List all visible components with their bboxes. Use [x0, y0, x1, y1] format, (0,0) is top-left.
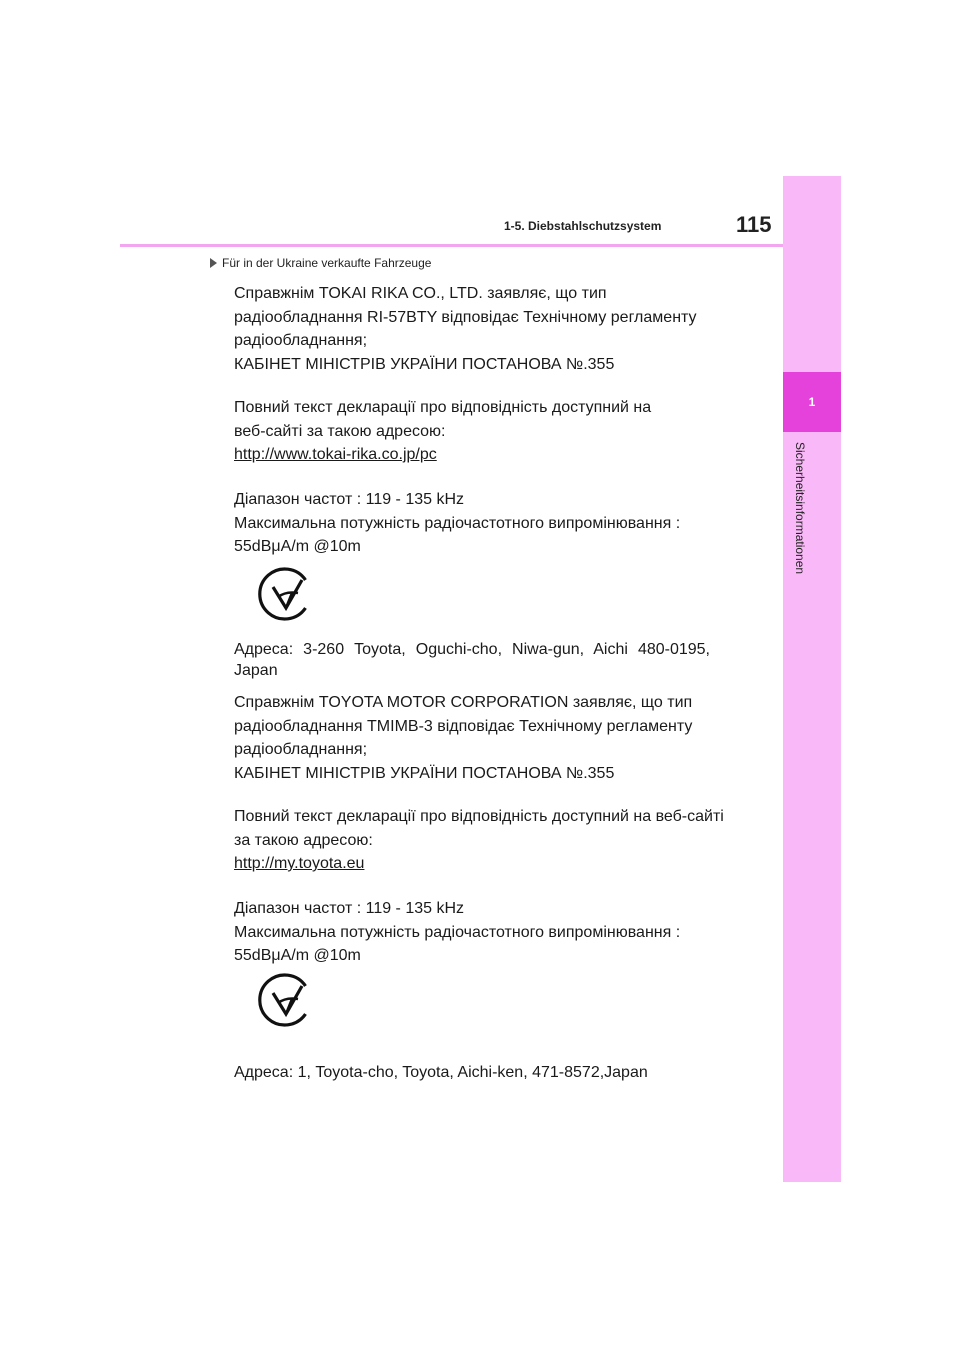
frequency-range: Діапазон частот : 119 - 135 kHz [234, 900, 465, 917]
max-power-label: Максимальна потужність радіочастотного випромінювання : [234, 514, 681, 532]
notice-line: Повний текст декларації про відповідність доступний на веб-сайті [234, 808, 724, 825]
max-power-label: Максимальна потужність радіочастотного випромінювання : [234, 923, 681, 941]
subheading [210, 256, 431, 270]
chapter-number: 1 [783, 372, 841, 432]
declaration-line: радіообладнання RI-57BTY відповідає Технічному регламенту [234, 308, 697, 326]
declaration-1 [234, 282, 734, 376]
declaration-line: радіообладнання; [234, 741, 368, 758]
declaration-line: радіообладнання; [234, 332, 368, 349]
declaration-line: Справжнім TOKAI RIKA CO., LTD. заявляє, що тип [234, 285, 607, 302]
manufacturer-address-1: Адреса: 3-260 Toyota, Oguchi-cho, Niwa-gun, Aichi 480-0195, Japan [234, 641, 710, 679]
notice-line: Повний текст декларації про відповідність доступний на [234, 399, 652, 416]
full-text-notice-2 [234, 805, 734, 876]
ukrainian-conformity-mark-icon [258, 566, 314, 622]
chapter-label: Sicherheitsinformationen [793, 442, 807, 575]
notice-line: за такою адресою: [234, 831, 373, 849]
declaration-url-link[interactable]: http://www.tokai-rika.co.jp/pc [234, 446, 437, 463]
radio-specs-1 [234, 488, 734, 559]
declaration-line: КАБІНЕТ МІНІСТРІВ УКРАЇНИ ПОСТАНОВА №.355 [234, 764, 615, 782]
chapter-side-tab [783, 176, 841, 1182]
declaration-line: КАБІНЕТ МІНІСТРІВ УКРАЇНИ ПОСТАНОВА №.355 [234, 355, 615, 373]
manufacturer-address-2: Адреса: 1, Toyota-cho, Toyota, Aichi-ken, 471-8572,Japan [234, 1064, 648, 1081]
page-number: 115 [736, 212, 772, 237]
max-power-value: 55dBμA/m @10m [234, 538, 361, 555]
declaration-line: радіообладнання TMIMB-3 відповідає Технічному регламенту [234, 717, 693, 735]
section-title: 1-5. Diebstahlschutzsystem [504, 219, 662, 233]
declaration-url-link[interactable]: http://my.toyota.eu [234, 855, 365, 872]
subheading-text: Für in der Ukraine verkaufte Fahrzeuge [222, 256, 432, 270]
header-rule [120, 244, 783, 247]
declaration-2 [234, 691, 734, 785]
full-text-notice-1 [234, 396, 734, 467]
declaration-line: Справжнім TOYOTA MOTOR CORPORATION заявляє, що тип [234, 694, 693, 711]
frequency-range: Діапазон частот : 119 - 135 kHz [234, 491, 465, 508]
ukrainian-conformity-mark-icon [258, 972, 314, 1028]
triangle-bullet-icon [210, 258, 217, 268]
notice-line: веб-сайті за такою адресою: [234, 422, 446, 440]
max-power-value: 55dBμA/m @10m [234, 947, 361, 964]
radio-specs-2 [234, 897, 734, 968]
